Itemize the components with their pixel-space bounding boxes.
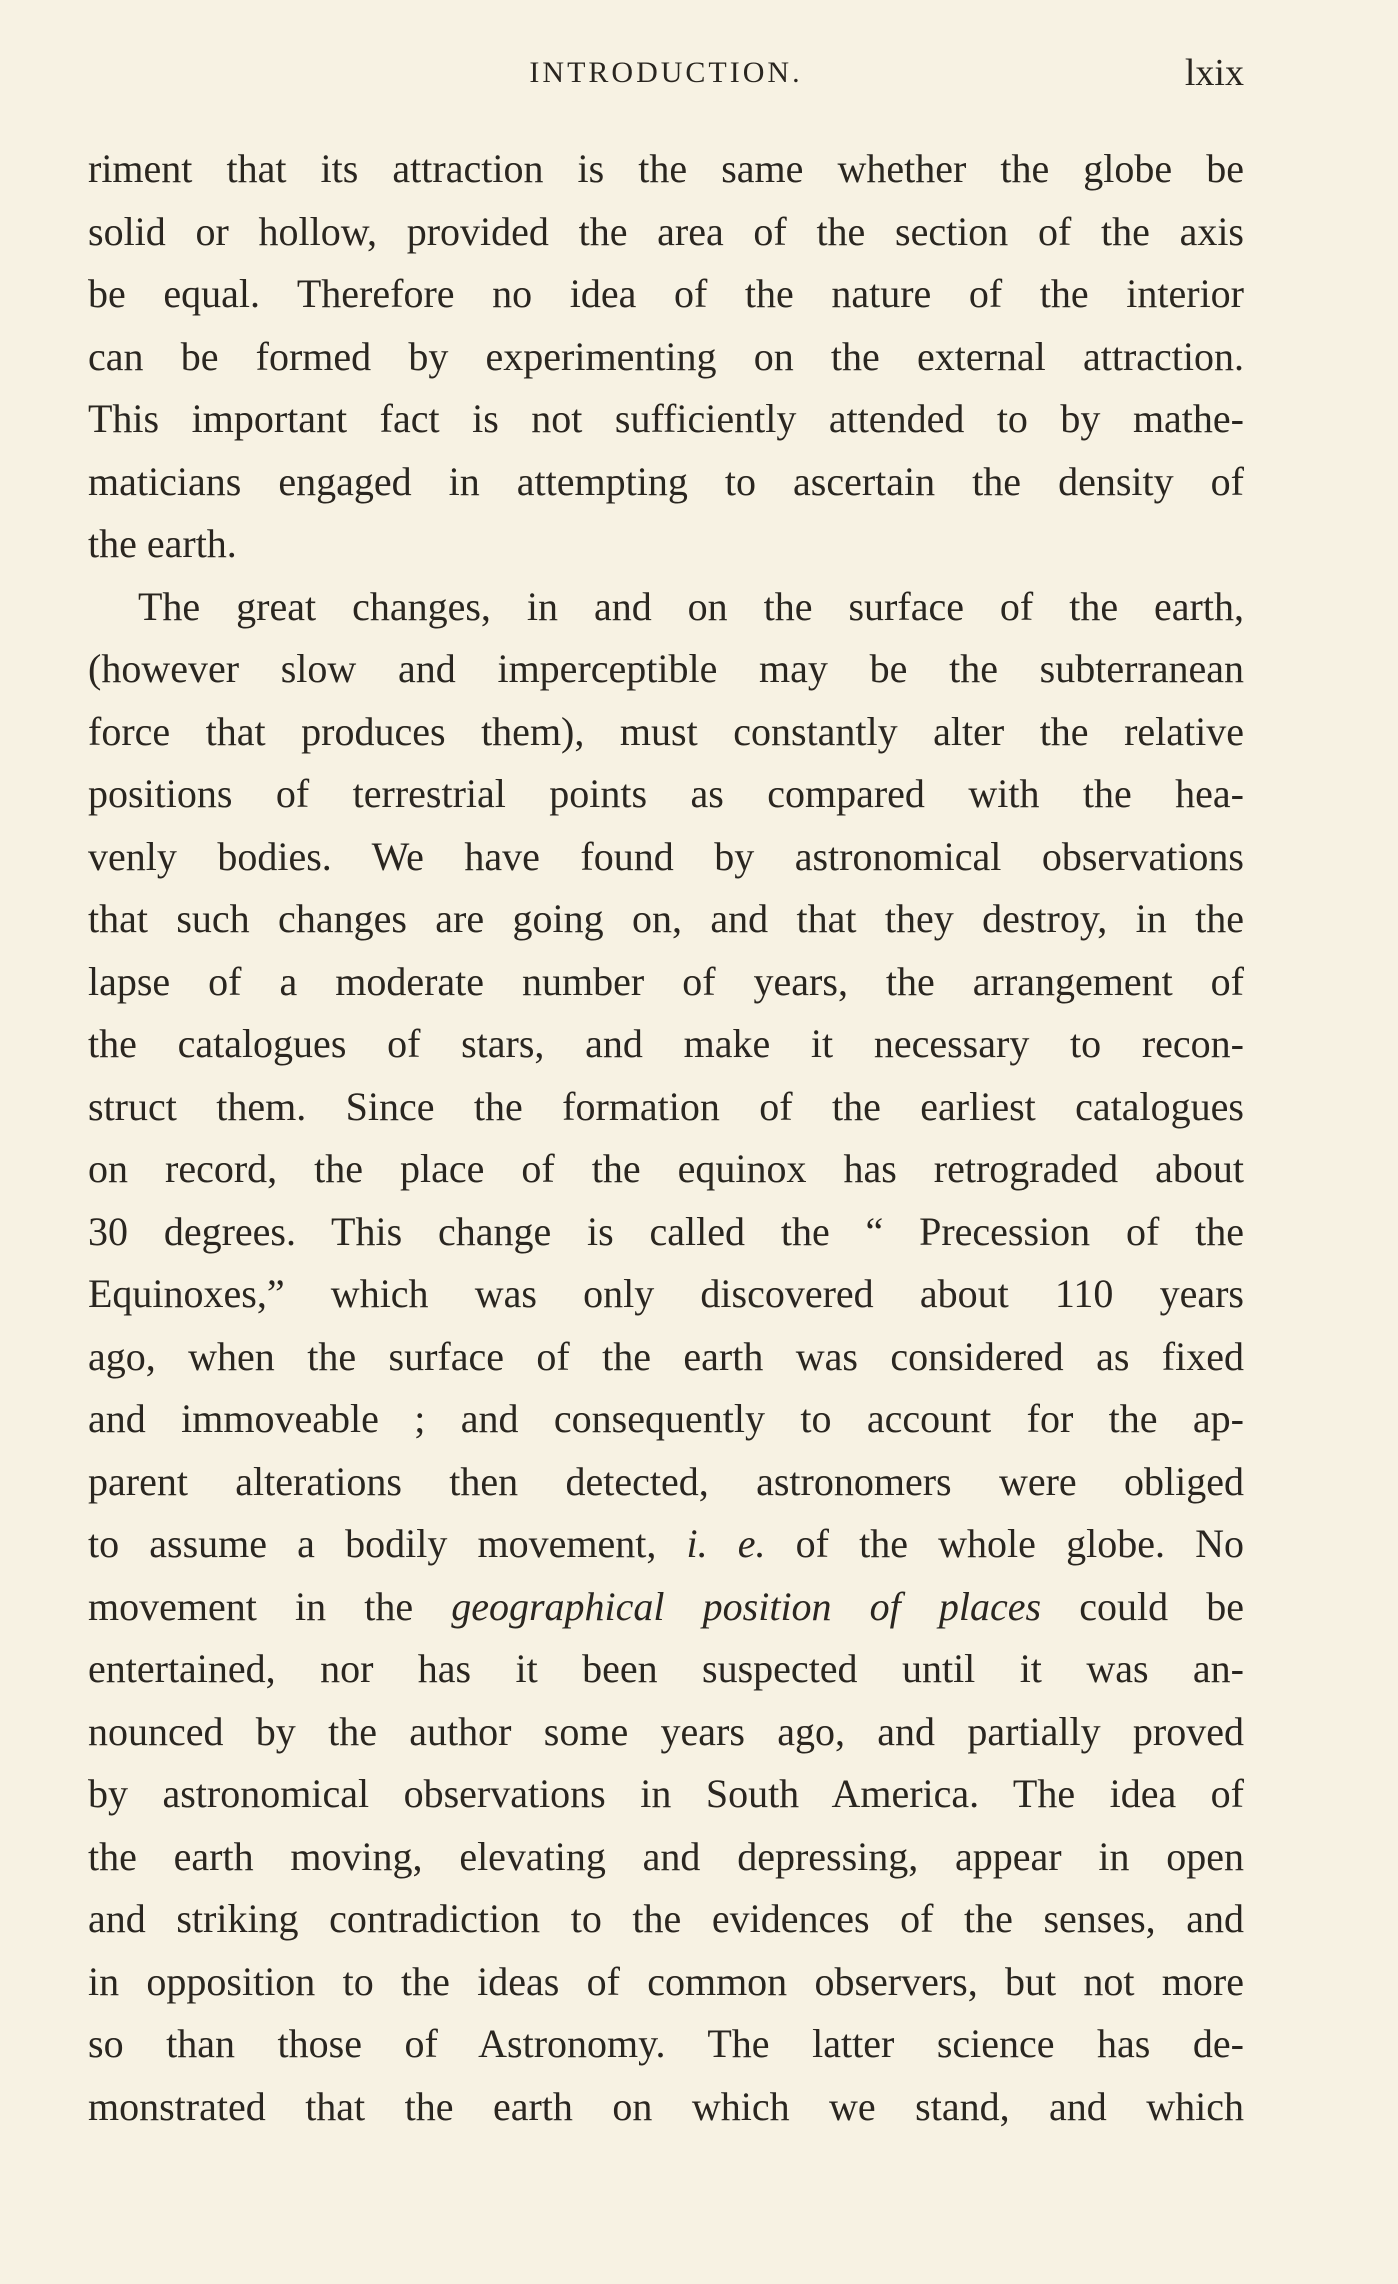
text-segment: to assume a bodily movement, (88, 1521, 687, 1566)
text-line: positions of terrestrial points as compared with the hea- (88, 771, 1244, 816)
running-head (88, 48, 1244, 98)
text-line: Equinoxes,” which was only discovered about 110 years (88, 1271, 1244, 1316)
text-line: solid or hollow, provided the area of the section of the axis (88, 208, 1244, 254)
text-line: can be formed by experimenting on the external attraction. (88, 333, 1244, 379)
text-line: by astronomical observations in South America. The idea of (88, 1771, 1244, 1816)
text-line: nounced by the author some years ago, and partially proved (88, 1708, 1244, 1754)
paragraph-1 (88, 138, 1244, 576)
text-segment: of the whole globe. No (765, 1521, 1244, 1566)
text-line: that such changes are going on, and that they destroy, in the (88, 896, 1244, 941)
text-line: so than those of Astronomy. The latter science has de- (88, 2021, 1244, 2066)
text-line: 30 degrees. This change is called the “ Precession of the (88, 1208, 1244, 1254)
text-line: lapse of a moderate number of years, the arrangement of (88, 958, 1244, 1004)
text-segment: could be (1041, 1583, 1245, 1629)
text-line: ago, when the surface of the earth was considered as fixed (88, 1333, 1244, 1379)
text-line: the earth. (88, 521, 237, 566)
text-line: force that produces them), must constantly alter the relative (88, 708, 1244, 754)
text-line: maticians engaged in attempting to ascertain the density of (88, 458, 1244, 504)
text-segment: movement in the (88, 1583, 452, 1629)
italic-text: geographical position of places (451, 1583, 1042, 1629)
text-line: in opposition to the ideas of common observers, but not more (88, 1958, 1244, 2004)
italic-text: i. e. (686, 1521, 766, 1566)
text-line: be equal. Therefore no idea of the nature of the interior (88, 271, 1244, 316)
text-line: and immoveable ; and consequently to account for the ap- (88, 1396, 1244, 1441)
body-text (88, 138, 1244, 2138)
text-line: (however slow and imperceptible may be the subterranean (88, 646, 1244, 691)
text-line: on record, the place of the equinox has retrograded about (88, 1146, 1244, 1191)
text-line: entertained, nor has it been suspected until it was an- (88, 1646, 1244, 1691)
text-line: the catalogues of stars, and make it necessary to recon- (88, 1021, 1244, 1066)
text-line (88, 1576, 1244, 1639)
text-line: This important fact is not sufficiently attended to by mathe- (88, 396, 1244, 441)
text-line: parent alterations then detected, astronomers were obliged (88, 1458, 1244, 1504)
text-line: the earth moving, elevating and depressing, appear in open (88, 1833, 1244, 1879)
text-line (88, 1513, 1244, 1576)
page-number: lxix (1184, 52, 1244, 94)
paragraph-2 (88, 576, 1244, 2139)
running-title: INTRODUCTION. (529, 56, 803, 89)
text-line: The great changes, in and on the surface of the earth, (138, 583, 1244, 629)
text-line: struct them. Since the formation of the earliest catalogues (88, 1083, 1244, 1129)
text-line: and striking contradiction to the evidences of the senses, and (88, 1896, 1244, 1941)
text-line: monstrated that the earth on which we stand, and which (88, 2083, 1244, 2129)
text-line: riment that its attraction is the same whether the globe be (88, 146, 1244, 191)
text-line: venly bodies. We have found by astronomical observations (88, 833, 1244, 879)
